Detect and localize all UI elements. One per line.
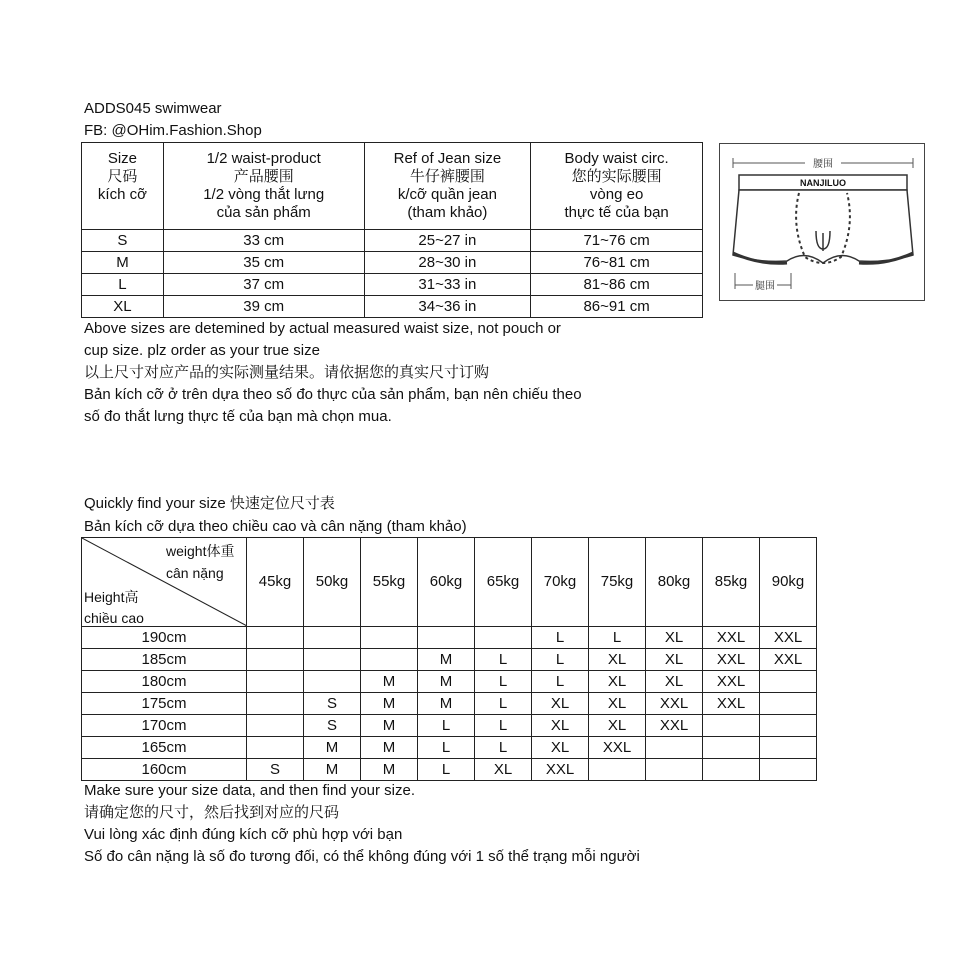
size-cell bbox=[703, 759, 760, 781]
size-cell: XXL bbox=[760, 649, 817, 671]
size-cell: XL bbox=[532, 693, 589, 715]
size-cell: L bbox=[418, 715, 475, 737]
size-table-header bbox=[82, 143, 703, 230]
size-cell: M bbox=[361, 715, 418, 737]
size-cell: M bbox=[304, 737, 361, 759]
note-line: số đo thắt lưng thực tế của bạn mà chọn mua. bbox=[84, 408, 392, 425]
weight-label-vi: cân nặng bbox=[166, 565, 224, 581]
size-cell: L bbox=[475, 693, 532, 715]
weight-header: 65kg bbox=[475, 538, 532, 627]
table-row: S 33 cm 25~27 in 71~76 cm bbox=[82, 230, 703, 252]
size-cell: S bbox=[304, 693, 361, 715]
weight-header: 50kg bbox=[304, 538, 361, 627]
size-cell: M bbox=[418, 671, 475, 693]
size-cell: L bbox=[532, 649, 589, 671]
size-cell: XL bbox=[532, 715, 589, 737]
size-cell: L bbox=[532, 627, 589, 649]
note-line: Above sizes are detemined by actual measured waist size, not pouch or bbox=[84, 320, 561, 337]
size-cell: L bbox=[418, 737, 475, 759]
size-cell: L bbox=[475, 715, 532, 737]
size-cell bbox=[247, 693, 304, 715]
size-cell bbox=[304, 649, 361, 671]
size-cell: M bbox=[361, 759, 418, 781]
size-cell: XL bbox=[589, 715, 646, 737]
header-half-waist: 1/2 waist-product 产品腰围 1/2 vòng thắt lưng của sản phẩm bbox=[163, 143, 364, 230]
size-cell bbox=[760, 693, 817, 715]
size-cell bbox=[247, 671, 304, 693]
height-cell: 170cm bbox=[82, 715, 247, 737]
table-row bbox=[82, 715, 817, 737]
table-row bbox=[82, 649, 817, 671]
size-cell: L bbox=[589, 627, 646, 649]
size-cell: XXL bbox=[703, 627, 760, 649]
size-cell bbox=[760, 737, 817, 759]
weight-header-row bbox=[82, 538, 817, 627]
size-cell: M bbox=[361, 693, 418, 715]
size-cell bbox=[703, 737, 760, 759]
header-body-waist: Body waist circ. 您的实际腰围 vòng eo thực tế của bạn bbox=[531, 143, 703, 230]
footer-note: Vui lòng xác định đúng kích cỡ phù hợp với bạn bbox=[84, 826, 403, 843]
brand-label: NANJILUO bbox=[799, 178, 847, 188]
table-row: L 37 cm 31~33 in 81~86 cm bbox=[82, 274, 703, 296]
header-size: Size 尺码 kích cỡ bbox=[82, 143, 164, 230]
size-cell: L bbox=[418, 759, 475, 781]
table-row bbox=[82, 671, 817, 693]
weight-header: 75kg bbox=[589, 538, 646, 627]
height-cell: 165cm bbox=[82, 737, 247, 759]
size-cell bbox=[475, 627, 532, 649]
size-cell: XL bbox=[475, 759, 532, 781]
size-cell: XXL bbox=[703, 693, 760, 715]
weight-header: 55kg bbox=[361, 538, 418, 627]
height-cell: 175cm bbox=[82, 693, 247, 715]
size-cell: L bbox=[475, 671, 532, 693]
footer-note: Make sure your size data, and then find your size. bbox=[84, 782, 416, 799]
weight-header: 90kg bbox=[760, 538, 817, 627]
size-cell bbox=[760, 759, 817, 781]
weight-header: 85kg bbox=[703, 538, 760, 627]
table-row: M 35 cm 28~30 in 76~81 cm bbox=[82, 252, 703, 274]
size-cell: L bbox=[475, 737, 532, 759]
size-cell: XXL bbox=[589, 737, 646, 759]
size-cell: XL bbox=[532, 737, 589, 759]
weight-header: 70kg bbox=[532, 538, 589, 627]
size-cell bbox=[247, 715, 304, 737]
size-cell: S bbox=[304, 715, 361, 737]
size-cell bbox=[418, 627, 475, 649]
size-cell bbox=[247, 649, 304, 671]
size-cell: XXL bbox=[646, 693, 703, 715]
size-cell: XXL bbox=[646, 715, 703, 737]
size-cell: M bbox=[304, 759, 361, 781]
weight-header: 45kg bbox=[247, 538, 304, 627]
height-cell: 185cm bbox=[82, 649, 247, 671]
note-line: Bản kích cỡ ở trên dựa theo số đo thực của sản phẩm, bạn nên chiếu theo bbox=[84, 386, 582, 403]
facebook-handle: FB: @OHim.Fashion.Shop bbox=[84, 122, 262, 139]
underwear-diagram-icon bbox=[719, 143, 925, 301]
size-cell: XL bbox=[646, 649, 703, 671]
weight-label: weight体重 bbox=[166, 543, 235, 559]
size-cell bbox=[760, 715, 817, 737]
height-cell: 160cm bbox=[82, 759, 247, 781]
size-cell: XL bbox=[589, 693, 646, 715]
height-weight-table bbox=[81, 537, 817, 781]
size-cell: L bbox=[475, 649, 532, 671]
header-jean-size: Ref of Jean size 牛仔裤腰围 k/cỡ quần jean (tham khảo) bbox=[364, 143, 531, 230]
size-cell bbox=[760, 671, 817, 693]
size-cell bbox=[247, 737, 304, 759]
footer-note: 请确定您的尺寸，然后找到对应的尺码 bbox=[84, 804, 340, 821]
weight-header: 60kg bbox=[418, 538, 475, 627]
size-cell: M bbox=[418, 693, 475, 715]
size-cell bbox=[247, 627, 304, 649]
size-cell: M bbox=[361, 671, 418, 693]
note-line: cup size. plz order as your true size bbox=[84, 342, 320, 359]
note-line: 以上尺寸对应产品的实际测量结果。请依据您的真实尺寸订购 bbox=[84, 364, 490, 381]
size-cell bbox=[361, 649, 418, 671]
height-cell: 180cm bbox=[82, 671, 247, 693]
table-row: XL 39 cm 34~36 in 86~91 cm bbox=[82, 296, 703, 318]
size-cell: M bbox=[418, 649, 475, 671]
size-cell: XL bbox=[589, 649, 646, 671]
size-cell: S bbox=[247, 759, 304, 781]
size-cell bbox=[589, 759, 646, 781]
size-table bbox=[81, 142, 703, 318]
weight-header: 80kg bbox=[646, 538, 703, 627]
size-cell: M bbox=[361, 737, 418, 759]
table-row bbox=[82, 759, 817, 781]
size-cell: XXL bbox=[760, 627, 817, 649]
size-cell: L bbox=[532, 671, 589, 693]
footer-note: Số đo cân nặng là số đo tương đối, có thể không đúng với 1 số thể trạng mỗi người bbox=[84, 848, 640, 865]
size-cell bbox=[646, 759, 703, 781]
size-cell: XXL bbox=[703, 671, 760, 693]
corner-cell bbox=[82, 538, 247, 627]
size-cell: XXL bbox=[532, 759, 589, 781]
table-row bbox=[82, 627, 817, 649]
size-cell: XXL bbox=[703, 649, 760, 671]
table-row bbox=[82, 693, 817, 715]
height-cell: 190cm bbox=[82, 627, 247, 649]
size-cell bbox=[304, 627, 361, 649]
height-label-vi: chiều cao bbox=[84, 610, 144, 626]
waist-label: 腰围 bbox=[813, 159, 833, 170]
size-cell bbox=[304, 671, 361, 693]
size-cell: XL bbox=[589, 671, 646, 693]
quick-find-subheading: Bản kích cỡ dựa theo chiều cao và cân nặng (tham khảo) bbox=[84, 518, 467, 535]
product-title: ADDS045 swimwear bbox=[84, 100, 222, 117]
height-label: Height高 bbox=[84, 589, 139, 605]
size-cell: XL bbox=[646, 671, 703, 693]
table-row bbox=[82, 737, 817, 759]
quick-find-heading: Quickly find your size 快速定位尺寸表 bbox=[84, 495, 335, 512]
size-cell bbox=[646, 737, 703, 759]
size-cell bbox=[703, 715, 760, 737]
size-cell: XL bbox=[646, 627, 703, 649]
leg-label: 腿围 bbox=[755, 281, 775, 292]
size-cell bbox=[361, 627, 418, 649]
